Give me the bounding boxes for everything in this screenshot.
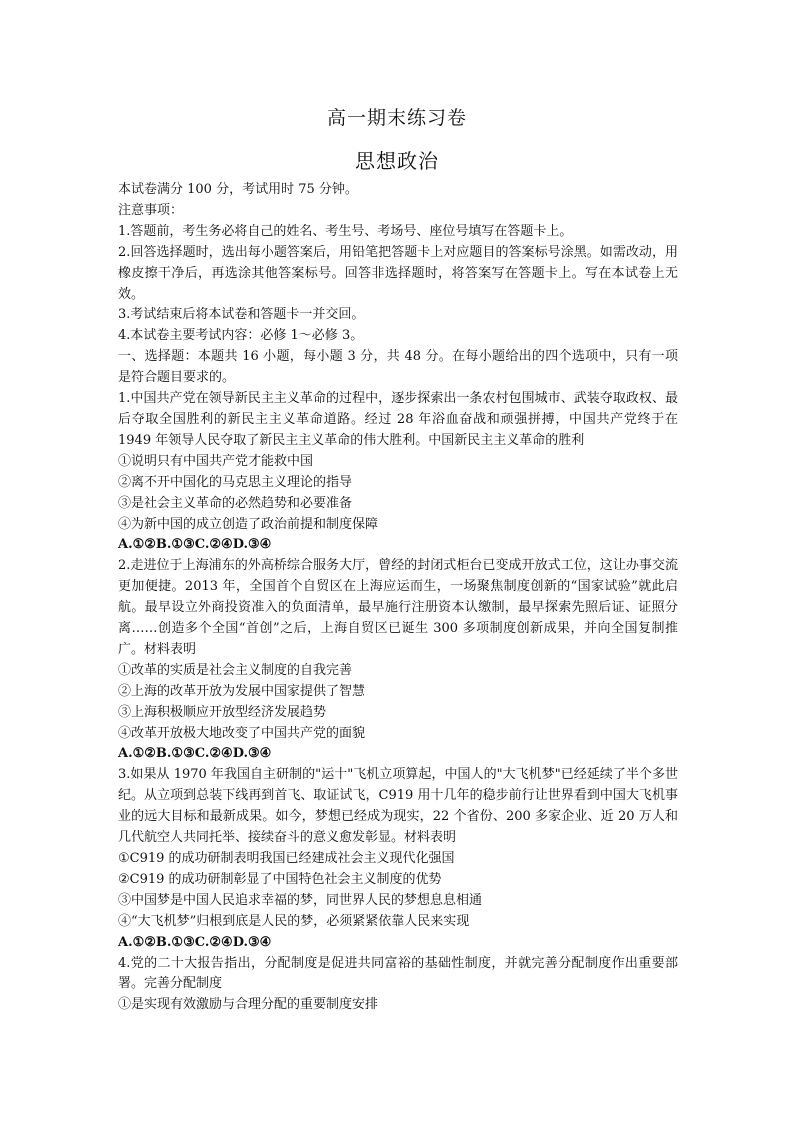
question-option: ④“大飞机梦”归根到底是人民的梦，必须紧紧依靠人民来实现: [118, 913, 470, 929]
question-option: ②C919 的成功研制彰显了中国特色社会主义制度的优势: [118, 871, 442, 887]
question-option: ④改革开放极大地改变了中国共产党的面貌: [118, 725, 366, 741]
answer-choices: A.①②B.①③C.②④D.③④: [118, 934, 272, 950]
question-stem: 2.走进位于上海浦东的外高桥综合服务大厅，曾经的封闭式柜台已变成开放式工位，这让办事交流更加便捷。2013 年，全国首个自贸区在上海应运而生，一场聚焦制度创新的“国家试验”就此启航。最早设立外商投资准入的负面清单，最早施行注册资本认缴制，最早探索先照后证、证照分离……创造多个全国“首创”之后，上海自贸区已诞生 300 多项制度创新成果，并向全国复制推广。材料表明: [118, 558, 678, 657]
section-heading: 一、选择题：本题共 16 小题，每小题 3 分，共 48 分。在每小题给出的四个选项中，只有一项是符合题目要求的。: [118, 349, 678, 386]
subject-title: 思想政治: [355, 149, 439, 173]
question-stem: 4.党的二十大报告指出，分配制度是促进共同富裕的基础性制度，并就完善分配制度作出重要部署。完善分配制度: [118, 955, 678, 992]
question-option: ②离不开中国化的马克思主义理论的指导: [118, 474, 353, 490]
question-option: ③上海积极顺应开放型经济发展趋势: [118, 704, 327, 720]
question-option: ③是社会主义革命的必然趋势和必要准备: [118, 495, 353, 511]
question-stem: 3.如果从 1970 年我国自主研制的"运十"飞机立项算起，中国人的"大飞机梦"已经延续了半个多世纪。从立项到总装下线再到首飞、取证试飞，C919 用十几年的稳步前行让世界看到中国大飞机事业的远大目标和最新成果。如今，梦想已经成为现实，22 个省份、200 多家企业、近 20 万人和几代航空人共同托举、接续奋斗的意义愈发彰显。材料表明: [118, 767, 678, 846]
question-option: ②上海的改革开放为发展中国家提供了智慧: [118, 683, 366, 699]
answer-choices: A.①②B.①③C.②④D.③④: [118, 746, 272, 762]
answer-choices: A.①②B.①③C.②④D.③④: [118, 537, 272, 553]
question-option: ①说明只有中国共产党才能救中国: [118, 453, 314, 469]
question-option: ①是实现有效激励与合理分配的重要制度安排: [118, 997, 379, 1013]
page-title: 高一期末练习卷: [326, 107, 467, 129]
notice-item: 1.答题前，考生务必将自己的姓名、考生号、考场号、座位号填写在答题卡上。: [118, 223, 573, 239]
question-stem: 1.中国共产党在领导新民主主义革命的过程中，逐步探索出一条农村包围城市、武装夺取政权、最后夺取全国胜利的新民主主义革命道路。经过 28 年浴血奋战和顽强拼搏，中国共产党终于在 1949 年领导人民夺取了新民主主义革命的伟大胜利。中国新民主主义革命的胜利: [118, 391, 678, 448]
notice-item: 2.回答选择题时，选出每小题答案后，用铅笔把答题卡上对应题目的答案标号涂黑。如需改动，用橡皮擦干净后，再选涂其他答案标号。回答非选择题时，将答案写在答题卡上。写在本试卷上无效。: [118, 244, 678, 302]
question-option: ①改革的实质是社会主义制度的自我完善: [118, 662, 353, 678]
question-option: ①C919 的成功研制表明我国已经建成社会主义现代化强国: [118, 851, 455, 866]
notice-item: 3.考试结束后将本试卷和答题卡一并交回。: [118, 307, 365, 323]
exam-content: [118, 180, 678, 1016]
notice-item: 4.本试卷主要考试内容：必修 1～必修 3。: [118, 328, 364, 344]
question-option: ④为新中国的成立创造了政治前提和制度保障: [118, 516, 379, 532]
question-option: ③中国梦是中国人民追求幸福的梦，同世界人民的梦想息息相通: [118, 892, 483, 908]
exam-info: 本试卷满分 100 分，考试用时 75 分钟。: [118, 182, 358, 197]
notice-heading: 注意事项：: [118, 202, 184, 218]
